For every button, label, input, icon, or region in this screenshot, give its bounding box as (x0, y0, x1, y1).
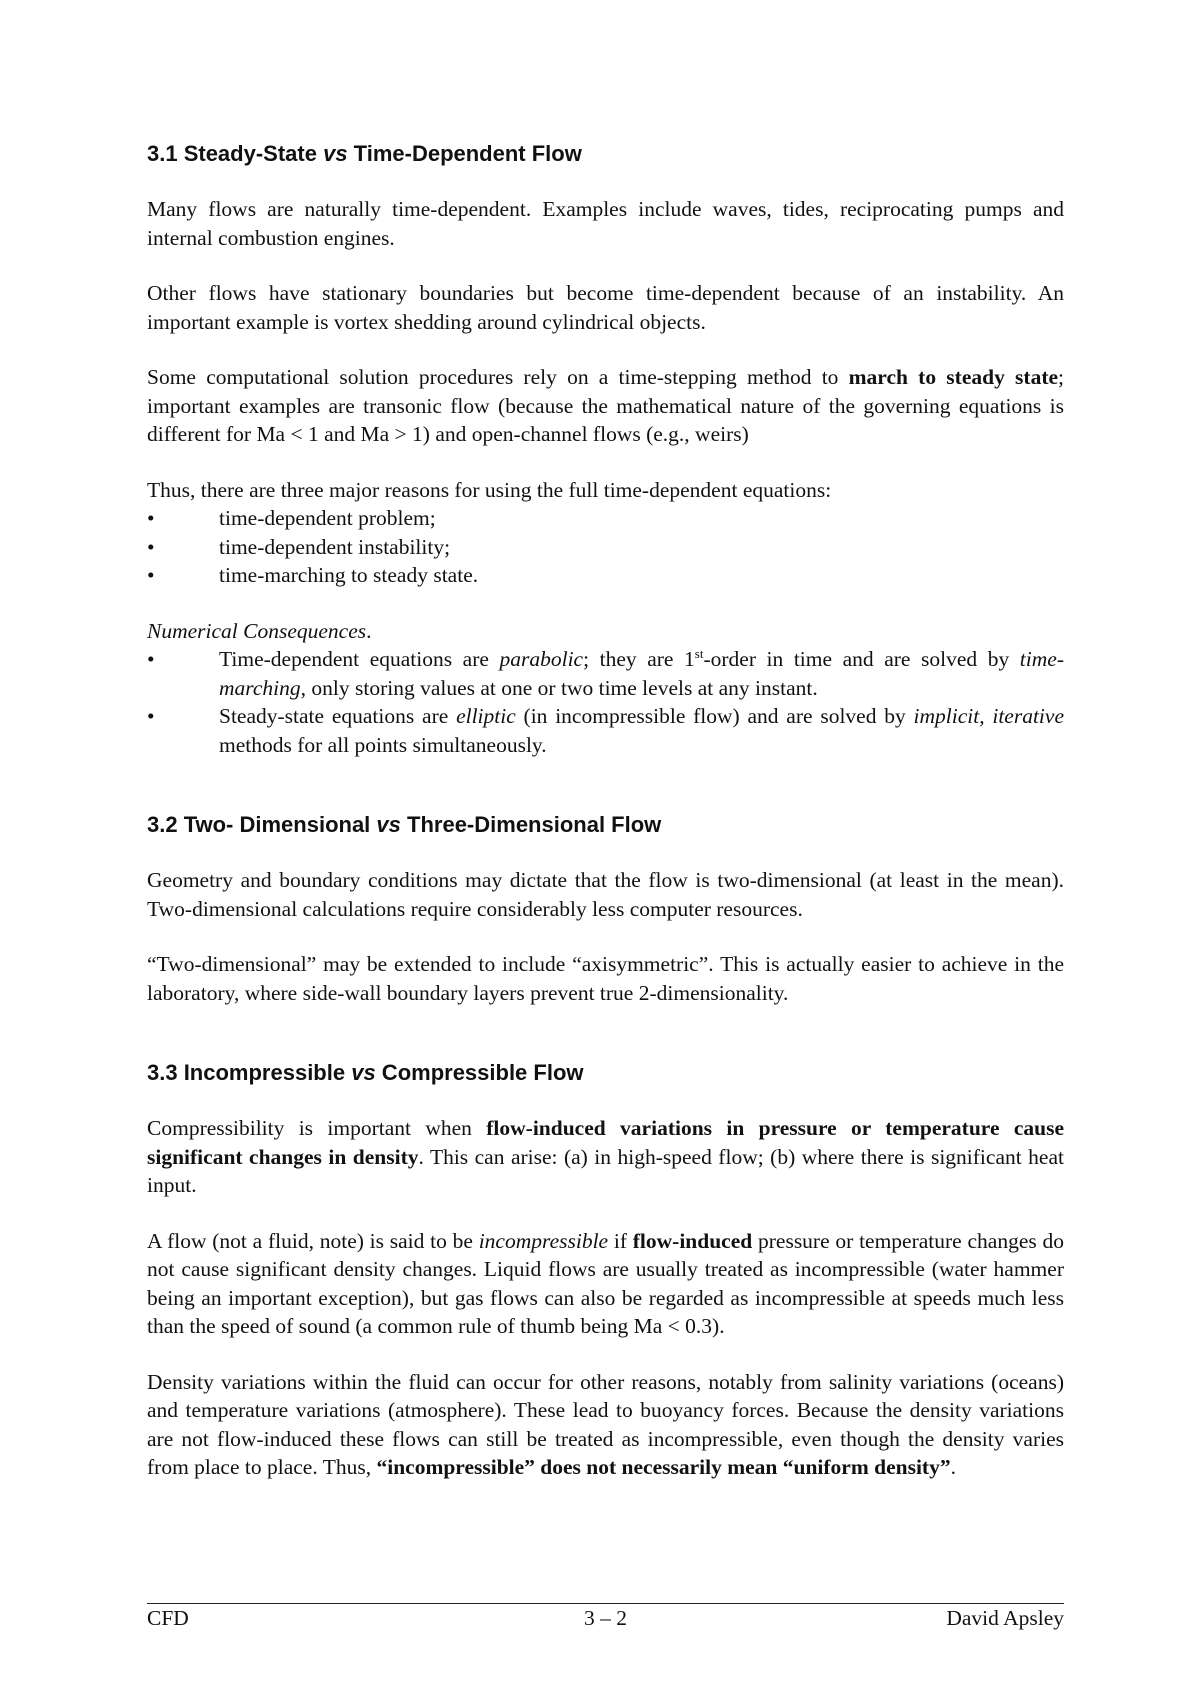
page-footer (147, 1603, 1064, 1631)
heading-text: 3.3 Incompressible (147, 1060, 352, 1085)
text-run: Compressibility is important when (147, 1116, 487, 1140)
italic-text: elliptic (456, 704, 516, 728)
heading-text: Compressible Flow (375, 1060, 584, 1085)
bold-text: flow-induced variations in pressure or temperature cause significant changes in density (147, 1116, 1064, 1169)
list-item (147, 645, 1064, 702)
italic-text: implicit, iterative (913, 704, 1064, 728)
heading-text: 3.1 Steady-State (147, 141, 324, 166)
text-run: , only storing values at one or two time levels at any instant. (300, 675, 818, 700)
bullet: • (147, 563, 155, 587)
numerical-consequences-caption (147, 617, 1064, 646)
list-item-text: time-dependent instability; (219, 534, 451, 559)
list-item-text (219, 645, 1064, 702)
bold-text: march to steady state (848, 365, 1059, 389)
footer-left: CFD (147, 1606, 189, 1630)
caption-text: Numerical Consequences (147, 618, 367, 643)
footer-page-number: 3 – 2 (584, 1606, 627, 1630)
list-item-text (219, 702, 1064, 759)
list-item (147, 561, 1064, 590)
heading-text: Time-Dependent Flow (347, 141, 582, 166)
section-3-1-heading (147, 140, 1064, 168)
paragraph (147, 1227, 1064, 1341)
bold-text: “incompressible” does not necessarily mean “uniform density” (376, 1455, 951, 1479)
text-run: Density variations within the fluid can occur for other reasons, notably from salinity variations (oceans) and temperature variations (atmosphere). These lead to buoyancy forces. Because the density variations are not flow-induced these flows can still be treated as incompressible, even though the density varies from place to place. Thus, (147, 1369, 1064, 1479)
paragraph: “Two-dimensional” may be extended to include “axisymmetric”. This is actually easier to achieve in the laboratory, where side-wall boundary layers prevent true 2-dimensionality. (147, 952, 1064, 1005)
bold-text: flow-induced (632, 1228, 753, 1253)
list-item (147, 533, 1064, 562)
bullet: • (147, 647, 155, 671)
list-item-text: time-dependent problem; (219, 506, 436, 530)
document-page (147, 140, 1064, 1482)
text-run: methods for all points simultaneously. (219, 732, 547, 757)
italic-text: incompressible (478, 1228, 609, 1253)
heading-text: Three-Dimensional Flow (400, 812, 662, 837)
paragraph (147, 1368, 1064, 1482)
paragraph: Many flows are naturally time-dependent. Examples include waves, tides, reciprocating pumps and internal combustion engines. (147, 197, 1064, 250)
section-3-2-heading (147, 811, 1064, 839)
bullet: • (147, 704, 155, 728)
text-run: ; important examples are transonic flow (because the mathematical nature of the governing equations is different for Ma < 1 and Ma > 1) and open-channel flows (e.g., weirs) (147, 365, 1064, 446)
text-run: A flow (not a fluid, note) is said to be (147, 1228, 479, 1253)
paragraph: Other flows have stationary boundaries but become time-dependent because of an instability. An important example is vortex shedding around cylindrical objects. (147, 281, 1064, 334)
text-run: . (950, 1455, 956, 1479)
footer-author: David Apsley (946, 1606, 1065, 1630)
text-run: . This can arise: (a) in high-speed flow; (b) where there is significant heat input. (147, 1144, 1064, 1197)
heading-text: 3.2 Two- Dimensional (147, 812, 377, 837)
paragraph: Geometry and boundary conditions may dictate that the flow is two-dimensional (at least in the mean). Two-dimensional calculations require considerably less computer resources. (147, 868, 1064, 921)
paragraph: Thus, there are three major reasons for using the full time-dependent equations: (147, 477, 832, 502)
text-run: ; they are 1 (583, 647, 695, 671)
caption-period: . (366, 618, 372, 643)
italic-text: parabolic (499, 647, 584, 671)
paragraph (147, 363, 1064, 449)
heading-vs: vs (351, 1060, 376, 1085)
heading-vs: vs (323, 141, 348, 166)
bullet: • (147, 506, 155, 530)
text-run: -order in time and are solved by (703, 647, 1020, 671)
section-3-3-heading (147, 1059, 1064, 1087)
text-run: pressure or temperature changes do not cause significant density changes. Liquid flows are usually treated as incompressible (water hammer being an important exception), but gas flows can also be regarded as incompressible at speeds much less than the speed of sound (a common rule of thumb being Ma < 0.3). (147, 1228, 1064, 1338)
text-run: Some computational solution procedures rely on a time-stepping method to (147, 365, 849, 389)
list-item-text: time-marching to steady state. (219, 563, 479, 587)
heading-vs: vs (376, 812, 401, 837)
text-run: (in incompressible flow) and are solved by (515, 704, 914, 728)
text-run: if (608, 1228, 633, 1253)
superscript: st (694, 645, 704, 661)
list-item (147, 702, 1064, 759)
italic-text: time-marching (219, 647, 1064, 700)
paragraph (147, 1114, 1064, 1200)
bullet: • (147, 534, 155, 559)
list-item (147, 504, 1064, 533)
text-run: Steady-state equations are (219, 704, 457, 728)
text-run: Time-dependent equations are (219, 647, 500, 671)
